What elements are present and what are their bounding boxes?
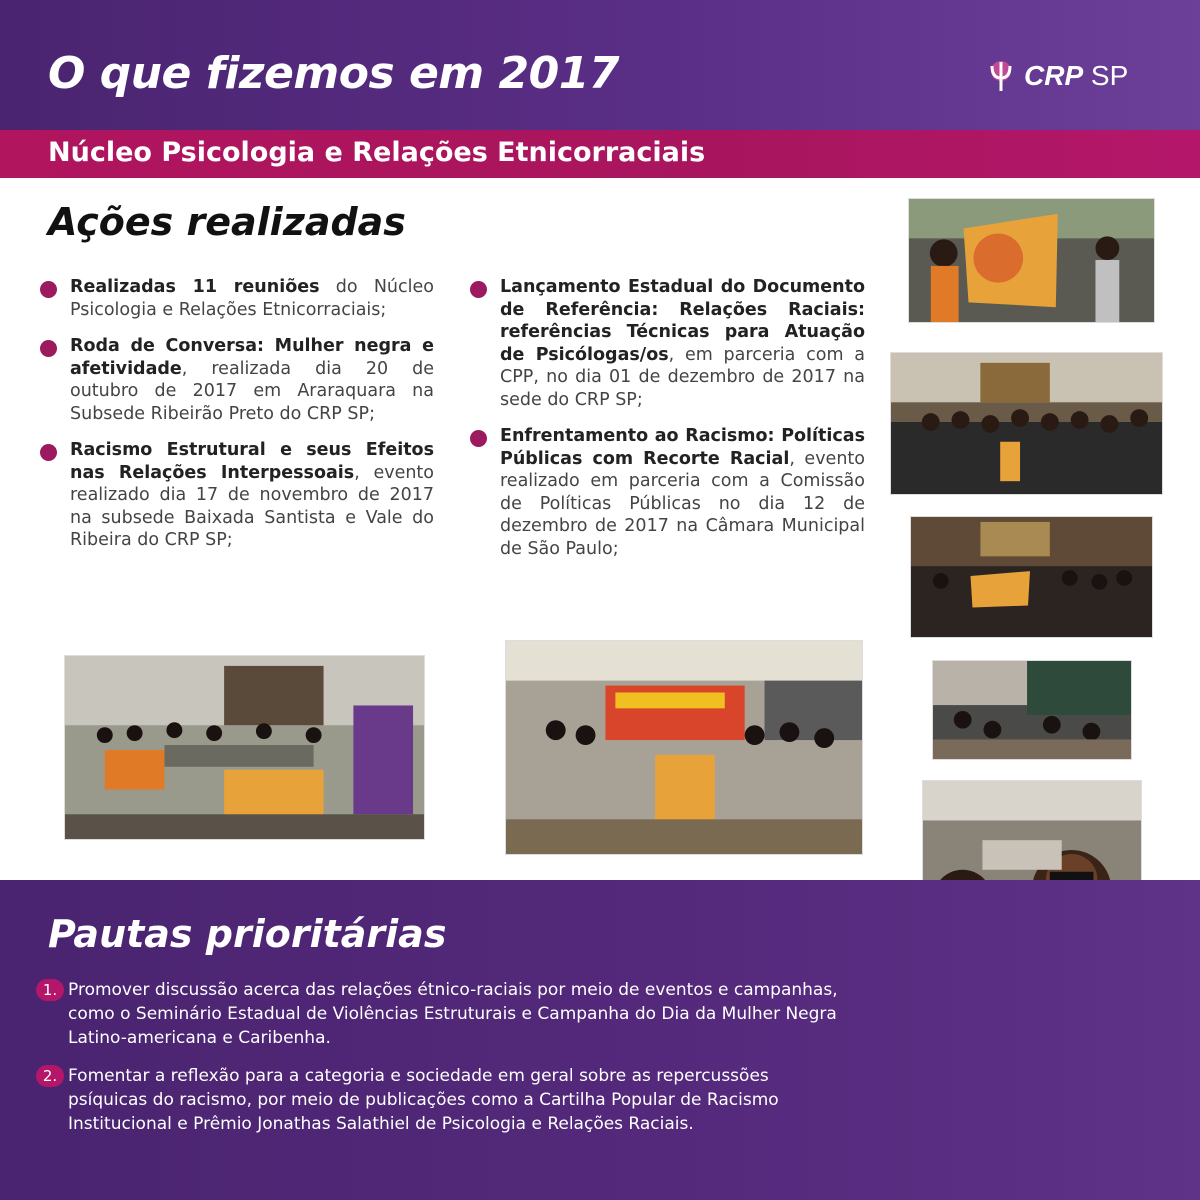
logo-sp: SP (1090, 60, 1129, 91)
pauta-number: 1. (36, 979, 64, 1001)
acao-text: , evento realizado em parceria com a Comissão de Políticas Públicas no dia 12 de dezembro de 2017 na Câmara Municipal de São Paulo; (500, 448, 865, 559)
acao-text: , em parceria com a CPP, no dia 01 de dezembro de 2017 na sede do CRP SP; (500, 344, 866, 410)
photo-room-group (910, 516, 1153, 638)
acao-bold: Racismo Estrutural e seus Efeitos nas Relações Interpessoais (70, 440, 434, 483)
acoes-title: Ações realizadas (48, 200, 406, 244)
acao-text: , evento realizado dia 17 de novembro de 2017 na subsede Baixada Santista e Vale do Ribeira do CRP SP; (70, 462, 434, 550)
bullet-icon (40, 281, 57, 298)
pautas-list (36, 978, 846, 1150)
acoes-left-column (40, 276, 434, 566)
crp-sp-logo (984, 58, 1128, 94)
acao-bold: Roda de Conversa: Mulher negra e afetividade (70, 336, 434, 379)
pautas-title: Pautas prioritárias (48, 912, 447, 956)
logo-crp: CRP (1024, 60, 1084, 91)
acao-item (40, 439, 434, 552)
acao-text: , realizada dia 20 de outubro de 2017 em Araraquara na Subsede Ribeirão Preto do CRP SP; (70, 358, 434, 424)
photo-classroom (932, 660, 1132, 760)
pauta-item (36, 1064, 846, 1136)
acao-bold: Lançamento Estadual do Documento de Referência: Relações Raciais: referências Técnicas para Atuação de Psicólogas/os (500, 277, 865, 365)
psi-logo-icon (984, 58, 1018, 94)
bullet-icon (40, 340, 57, 357)
acao-bold: Enfrentamento ao Racismo: Políticas Públicas com Recorte Racial (500, 426, 865, 469)
pauta-text: Fomentar a reflexão para a categoria e sociedade em geral sobre as repercussões psíquicas do racismo, por meio de publicações como a Cartilha Popular de Racismo Institucional e Prêmio Jonathas Salathiel de Psicologia e Relações Raciais. (68, 1066, 779, 1134)
subtitle: Núcleo Psicologia e Relações Etnicorraciais (48, 137, 706, 168)
bullet-icon (470, 281, 487, 298)
acao-item (470, 276, 865, 411)
photo-group-auditorium (890, 352, 1163, 495)
photo-unip-group (505, 640, 863, 855)
pauta-number: 2. (36, 1065, 64, 1087)
bullet-icon (40, 444, 57, 461)
acao-item (40, 335, 434, 425)
photo-event-auditorium (64, 655, 425, 840)
pauta-text: Promover discussão acerca das relações étnico-raciais por meio de eventos e campanhas, como o Seminário Estadual de Violências Estruturais e Campanha do Dia da Mulher Negra Latino-americana e Caribenha. (68, 980, 838, 1048)
acao-item (40, 276, 434, 321)
acoes-right-column (470, 276, 865, 574)
acao-bold: Realizadas 11 reuniões (70, 277, 320, 297)
pauta-item (36, 978, 846, 1050)
photo-street-banner (908, 198, 1155, 323)
acao-text: do Núcleo Psicologia e Relações Etnicorraciais; (70, 277, 434, 320)
acao-item (470, 425, 865, 560)
bullet-icon (470, 430, 487, 447)
page-title: O que fizemos em 2017 (48, 48, 619, 99)
